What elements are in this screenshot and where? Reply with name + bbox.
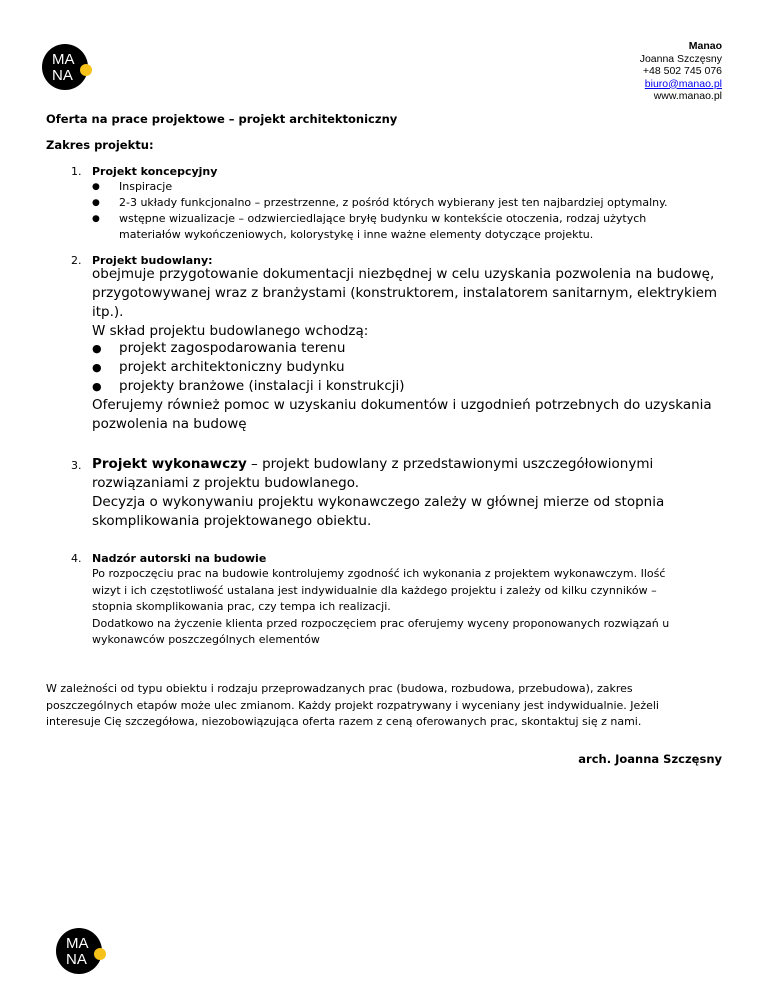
contact-website: www.manao.pl: [653, 90, 722, 102]
logo-text-top: MA: [66, 935, 89, 952]
section-2-bullet: projekt zagospodarowania terenu: [119, 340, 346, 356]
text-line: Oferujemy również pomoc w uzyskaniu dokumentów i uzgodnień potrzebnych do uzyskania: [92, 397, 712, 413]
section-1-bullet: Inspiracje: [119, 180, 173, 193]
signature: arch. Joanna Szczęsny: [578, 752, 722, 766]
section-3-content: [92, 455, 664, 531]
bullet-icon: ●: [92, 380, 102, 393]
section-1-number: 1.: [71, 165, 82, 178]
company-name: Manao: [688, 40, 722, 52]
section-4-description: [92, 566, 732, 649]
text-line: Decyzja o wykonywaniu projektu wykonawczego zależy w głównej mierze od stopnia: [92, 494, 665, 510]
text-line: przygotowywanej wraz z branżystami (konstruktorem, instalatorem sanitarnym, elektrykiem: [92, 285, 718, 301]
section-4-number: 4.: [71, 552, 82, 565]
manao-logo: [42, 44, 88, 90]
summary-paragraph: [46, 681, 726, 731]
section-1-bullet: wstępne wizualizacje – odzwierciedlające bryłę budynku w kontekście otoczenia, rodzaj użytych: [119, 212, 647, 225]
section-3-title-rest: – projekt budowlany z przedstawionymi uszczegółowionymi: [246, 456, 654, 472]
scope-heading: Zakres projektu:: [46, 138, 154, 152]
section-2-bullet: projekty branżowe (instalacji i konstrukcji): [119, 378, 405, 394]
logo-dot: [80, 64, 92, 76]
bullet-icon: ●: [92, 182, 100, 192]
bullet-icon: ●: [92, 361, 102, 374]
section-2-description: [92, 265, 717, 341]
text-line: poszczególnych etapów może ulec zmianom. Każdy projekt rozpatrywany i wyceniany jest indywidualnie. Jeżeli: [46, 698, 659, 712]
bullet-icon: ●: [92, 214, 100, 224]
logo-text-bottom: NA: [52, 67, 73, 84]
document-title: Oferta na prace projektowe – projekt architektoniczny: [46, 112, 398, 126]
manao-logo: [56, 928, 102, 974]
bullet-icon: ●: [92, 198, 100, 208]
section-3-title: Projekt wykonawczy: [92, 456, 247, 472]
section-2-bullet: projekt architektoniczny budynku: [119, 359, 345, 375]
contact-phone: +48 502 745 076: [642, 65, 722, 77]
text-line: itp.).: [92, 304, 124, 320]
contact-name: Joanna Szczęsny: [639, 52, 722, 65]
section-2-number: 2.: [71, 254, 82, 267]
logo-text-top: MA: [52, 51, 75, 68]
text-line: W skład projektu budowlanego wchodzą:: [92, 323, 369, 339]
text-line: W zależności od typu obiektu i rodzaju przeprowadzanych prac (budowa, rozbudowa, przebudowa), zakres: [46, 682, 633, 695]
section-2-note: [92, 396, 712, 434]
text-line: Po rozpoczęciu prac na budowie kontrolujemy zgodność ich wykonania z projektem wykonawczym. Ilość: [92, 567, 666, 580]
section-2-title: Projekt budowlany:: [92, 254, 213, 267]
section-1-bullet: 2-3 układy funkcjonalno – przestrzenne, z pośród których wybierany jest ten najbardziej optymalny.: [119, 196, 668, 209]
text-line: stopnia skomplikowania prac, czy tempa ich realizacji.: [92, 600, 391, 613]
text-line: wykonawców poszczególnych elementów: [92, 633, 320, 646]
logo-dot: [94, 948, 106, 960]
text-line: interesuje Cię szczegółowa, niezobowiązująca oferta razem z ceną oferowanych prac, skontaktuj się z nami.: [46, 715, 642, 728]
section-1-bullet-cont: materiałów wykończeniowych, kolorystykę i inne ważne elementy dotyczące projektu.: [119, 228, 594, 241]
contact-block: [640, 40, 722, 103]
text-line: pozwolenia na budowę: [92, 416, 247, 432]
section-4-title: Nadzór autorski na budowie: [92, 552, 267, 565]
text-line: Dodatkowo na życzenie klienta przed rozpoczęciem prac oferujemy wyceny proponowanych rozwiązań u: [92, 616, 670, 630]
text-line: wizyt i ich częstotliwość ustalana jest indywidualnie dla każdego projektu i zależy od kilku czynników –: [92, 583, 657, 597]
text-line: skomplikowania projektowanego obiektu.: [92, 513, 372, 529]
logo-text-bottom: NA: [66, 951, 87, 968]
section-3-number: 3.: [71, 459, 82, 472]
text-line: obejmuje przygotowanie dokumentacji niezbędnej w celu uzyskania pozwolenia na budowę,: [92, 266, 715, 282]
contact-email-link[interactable]: biuro@manao.pl: [644, 77, 722, 90]
bullet-icon: ●: [92, 342, 102, 355]
text-line: rozwiązaniami z projektu budowlanego.: [92, 475, 360, 491]
section-1-title: Projekt koncepcyjny: [92, 165, 218, 178]
